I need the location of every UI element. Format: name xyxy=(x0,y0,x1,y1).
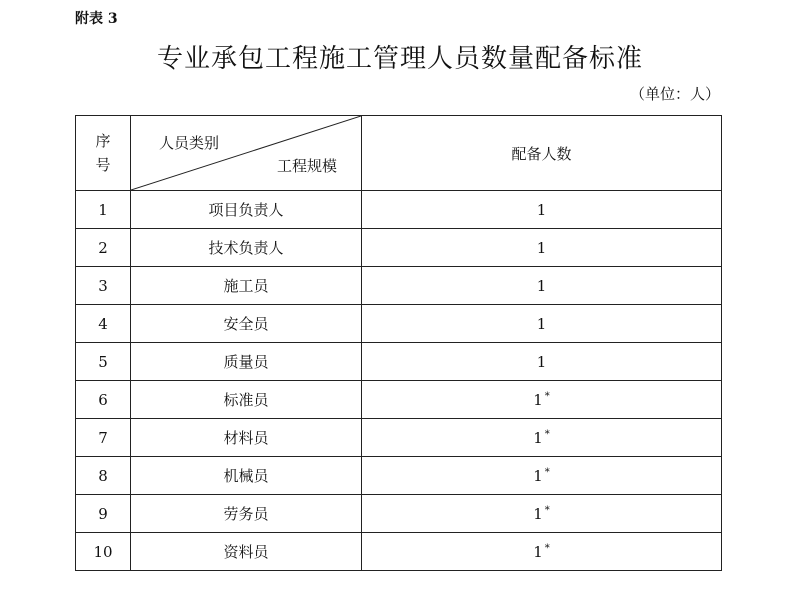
row-count-value: 1 xyxy=(536,314,547,333)
annex-label: 附表 3 xyxy=(75,11,118,27)
header-seq-line1: 序 xyxy=(95,132,111,150)
row-position: 质量员 xyxy=(131,343,362,381)
row-position: 技术负责人 xyxy=(131,229,362,267)
unit-note: （单位：人） xyxy=(629,85,720,103)
table-row xyxy=(76,191,722,229)
row-position: 机械员 xyxy=(131,457,362,495)
table-row xyxy=(76,343,722,381)
staffing-table xyxy=(75,115,722,571)
row-number: 8 xyxy=(76,457,131,495)
row-number: 6 xyxy=(76,381,131,419)
row-position: 安全员 xyxy=(131,305,362,343)
row-count xyxy=(362,419,722,457)
asterisk-mark: * xyxy=(544,390,550,402)
row-count-value: 1 xyxy=(536,238,547,257)
table-header-row xyxy=(76,116,722,191)
row-position: 施工员 xyxy=(131,267,362,305)
row-number: 3 xyxy=(76,267,131,305)
diagonal-line xyxy=(131,116,361,190)
header-count: 配备人数 xyxy=(362,116,722,191)
row-count-value: 1 xyxy=(536,352,547,371)
row-count xyxy=(362,533,722,571)
row-position: 资料员 xyxy=(131,533,362,571)
row-count xyxy=(362,191,722,229)
table-row xyxy=(76,229,722,267)
row-count-value: 1 xyxy=(533,504,543,523)
row-count xyxy=(362,381,722,419)
header-seq-line2: 号 xyxy=(95,156,111,174)
row-count xyxy=(362,457,722,495)
row-count xyxy=(362,305,722,343)
asterisk-mark: * xyxy=(544,466,550,478)
row-number: 9 xyxy=(76,495,131,533)
row-count-value: 1 xyxy=(533,390,543,409)
row-count-value: 1 xyxy=(533,542,543,561)
table-row xyxy=(76,533,722,571)
asterisk-mark: * xyxy=(544,542,550,554)
row-count-value: 1 xyxy=(536,200,547,219)
row-position: 标准员 xyxy=(131,381,362,419)
row-count xyxy=(362,267,722,305)
row-position: 劳务员 xyxy=(131,495,362,533)
row-number: 1 xyxy=(76,191,131,229)
asterisk-mark: * xyxy=(544,428,550,440)
row-count-value: 1 xyxy=(536,276,547,295)
table-row xyxy=(76,305,722,343)
row-number: 2 xyxy=(76,229,131,267)
row-number: 4 xyxy=(76,305,131,343)
table-row xyxy=(76,419,722,457)
row-number: 10 xyxy=(76,533,131,571)
row-count-value: 1 xyxy=(533,428,543,447)
header-seq xyxy=(76,116,131,191)
asterisk-mark: * xyxy=(544,504,550,516)
page-title: 专业承包工程施工管理人员数量配备标准 xyxy=(156,44,643,74)
row-position: 项目负责人 xyxy=(131,191,362,229)
row-number: 7 xyxy=(76,419,131,457)
row-count xyxy=(362,343,722,381)
table-row xyxy=(76,495,722,533)
row-number: 5 xyxy=(76,343,131,381)
header-scale: 工程规模 xyxy=(276,157,337,175)
row-count xyxy=(362,495,722,533)
row-position: 材料员 xyxy=(131,419,362,457)
row-count-value: 1 xyxy=(533,466,543,485)
table-row xyxy=(76,381,722,419)
header-category: 人员类别 xyxy=(159,134,220,152)
table-row xyxy=(76,267,722,305)
row-count xyxy=(362,229,722,267)
table-row xyxy=(76,457,722,495)
header-diagonal-cell xyxy=(131,116,362,191)
